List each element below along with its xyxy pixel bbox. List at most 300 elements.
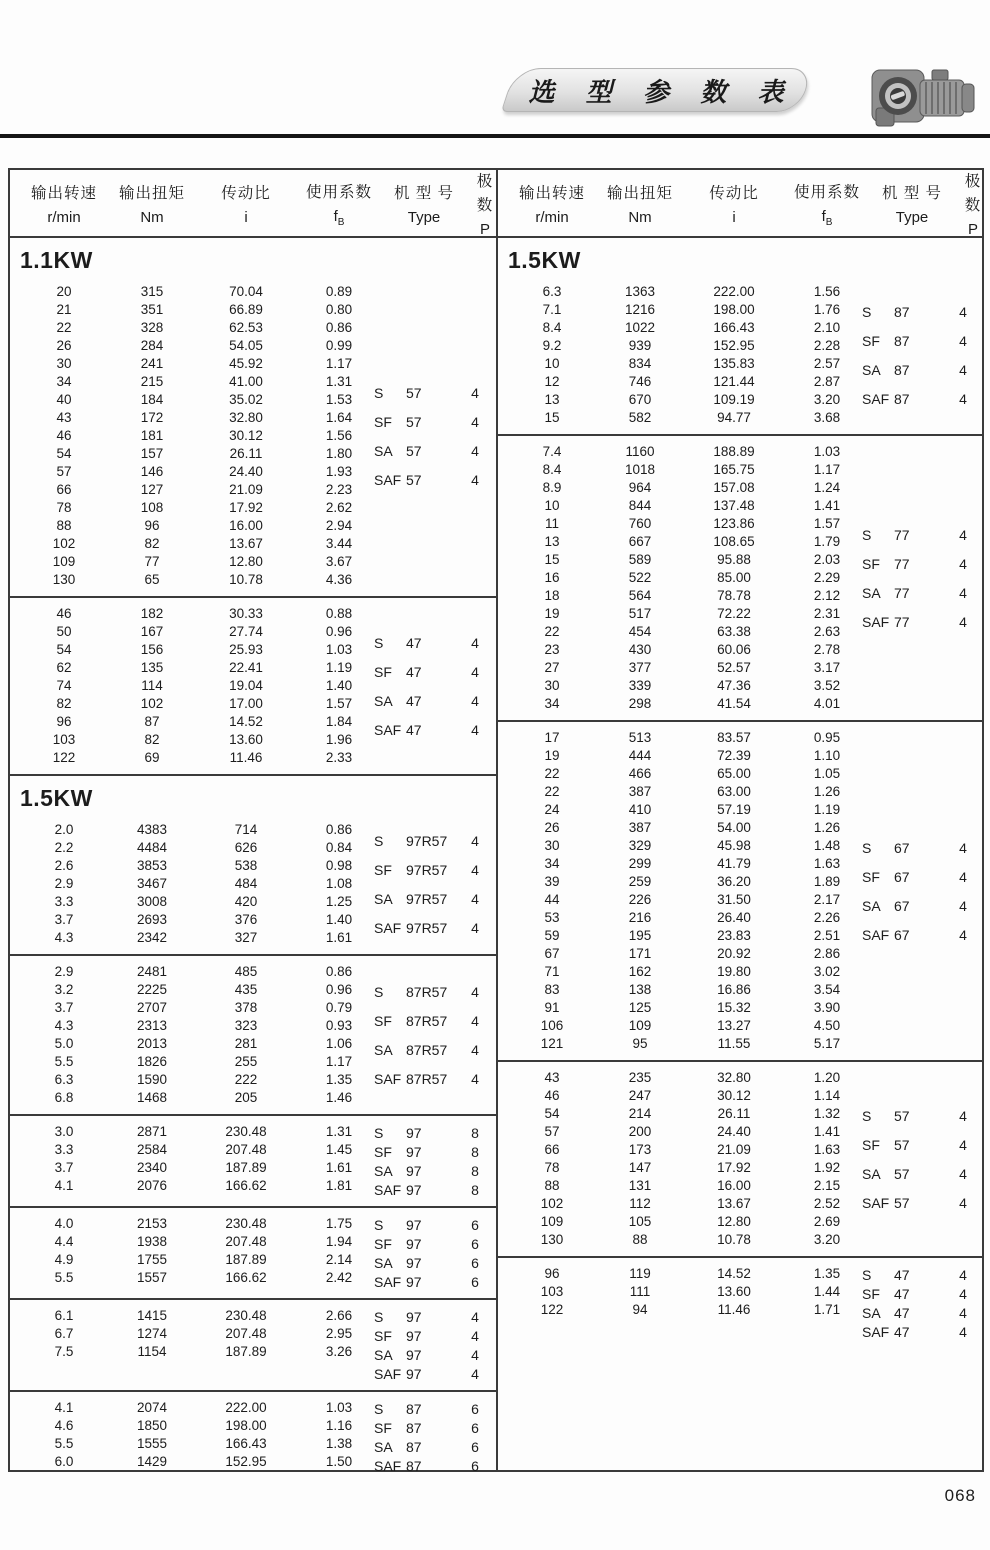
type-row [860,1322,982,1341]
table-row [20,337,372,355]
value-cell: 1.16 [325,1418,353,1433]
type-label: SF 77 [862,555,910,572]
value-cell: 88 [632,1232,648,1247]
type-prefix: S [862,303,872,320]
value-cell: 329 [628,838,652,853]
type-row [372,884,494,913]
value-cell: 1.31 [325,1124,353,1139]
value-cell: 0.80 [325,302,353,317]
value-cell: 121 [540,1036,564,1051]
value-cell: 15 [544,410,560,425]
pole-value: 4 [959,1194,967,1211]
value-cell: 2.51 [813,928,841,943]
value-cell: 74 [56,678,72,693]
table-row [20,391,372,409]
type-row [372,407,494,436]
type-label: SA 47 [374,692,422,709]
pole-value: 6 [471,1457,479,1474]
value-cell: 376 [234,912,258,927]
value-cell: 11 [544,516,559,531]
type-row [372,657,494,686]
value-cell: 1590 [136,1072,168,1087]
type-prefix: SAF [862,926,890,943]
value-cell: 2013 [136,1036,168,1051]
value-cell: 2225 [136,982,168,997]
type-label: S 87R57 [374,983,448,1000]
pole-value: 8 [471,1124,479,1141]
value-cell: 131 [628,1178,652,1193]
type-prefix: S [374,384,384,401]
value-cell: 59 [544,928,560,943]
type-prefix: SA [374,1438,393,1455]
type-row [372,1345,494,1364]
data-grid [10,283,372,589]
value-cell: 1.81 [325,1178,353,1193]
table-row [20,1215,372,1233]
type-row [860,862,982,891]
half-body-0 [10,238,496,1482]
value-cell: 284 [140,338,164,353]
type-prefix: SA [862,361,881,378]
pole-value: 6 [471,1419,479,1436]
value-cell: 13.60 [229,732,263,747]
table-row [508,1159,860,1177]
pole-value: 4 [471,861,479,878]
type-label: SAF 87 [862,390,910,407]
section-heading: 1.5KW [10,774,496,814]
type-panel [372,821,494,947]
type-label: SA 67 [862,897,910,914]
value-cell: 1.19 [325,660,353,675]
type-row [372,855,494,884]
table-row [20,1035,372,1053]
type-prefix: SF [374,663,392,680]
value-cell: 122 [540,1302,564,1317]
value-cell: 327 [234,930,258,945]
type-prefix: SA [374,1346,393,1363]
type-prefix: SAF [374,721,402,738]
type-prefix: SF [374,413,392,430]
type-prefix: SAF [374,1181,402,1198]
value-cell: 123.86 [713,516,755,531]
value-cell: 4.1 [54,1400,74,1415]
value-cell: 1018 [624,462,656,477]
value-cell: 27.74 [229,624,263,639]
value-cell: 1.25 [325,894,353,909]
value-cell: 6.8 [54,1090,74,1105]
table-row [20,1251,372,1269]
value-cell: 430 [628,642,652,657]
type-label: S 47 [374,634,422,651]
pole-value: 4 [471,634,479,651]
value-cell: 17.00 [229,696,263,711]
value-cell: 26.11 [229,446,263,461]
type-label: SA 87R57 [374,1041,448,1058]
type-panel [860,729,982,1053]
data-grid [10,821,372,947]
value-cell: 1.08 [325,876,353,891]
type-row [860,384,982,413]
table-row [508,355,860,373]
value-cell: 95.88 [717,552,751,567]
value-cell: 69 [144,750,160,765]
value-cell: 844 [628,498,652,513]
type-prefix: S [374,1400,384,1417]
value-cell: 166.62 [225,1270,267,1285]
value-cell: 2.63 [813,624,841,639]
value-cell: 2.17 [813,892,841,907]
value-cell: 410 [628,802,652,817]
value-cell: 667 [628,534,652,549]
type-label: SF 87 [374,1419,422,1436]
type-label: SA 77 [862,584,910,601]
value-cell: 1.45 [325,1142,353,1157]
value-cell: 3.7 [54,1000,74,1015]
value-cell: 454 [628,624,652,639]
type-row [860,1101,982,1130]
value-cell: 103 [52,732,76,747]
pole-value: 4 [959,390,967,407]
type-label: SF 47 [374,663,422,680]
type-row [860,1130,982,1159]
value-cell: 3.67 [325,554,353,569]
value-cell: 10 [544,498,560,513]
value-cell: 2707 [136,1000,168,1015]
value-cell: 4.1 [54,1178,74,1193]
pole-value: 4 [471,890,479,907]
type-label: SAF 97 [374,1273,422,1290]
table-row [20,1343,372,1361]
value-cell: 484 [234,876,258,891]
value-cell: 298 [628,696,652,711]
value-cell: 564 [628,588,652,603]
pole-value: 4 [471,692,479,709]
value-cell: 2074 [136,1400,168,1415]
value-cell: 30 [56,356,72,371]
value-cell: 44 [544,892,560,907]
table-row [508,1283,860,1301]
value-cell: 3.3 [54,894,74,909]
data-grid [10,1215,372,1291]
value-cell: 13.67 [229,536,263,551]
value-cell: 328 [140,320,164,335]
value-cell: 387 [628,784,652,799]
value-cell: 30.12 [229,428,263,443]
table-row [20,355,372,373]
table-row [20,839,372,857]
table-row [508,963,860,981]
pole-value: 4 [471,1327,479,1344]
type-panel [372,1215,494,1291]
type-label: S 67 [862,839,910,856]
table-row [508,1087,860,1105]
value-cell: 8.4 [542,320,562,335]
value-cell: 112 [629,1196,651,1211]
type-row [372,1142,494,1161]
pole-value: 4 [959,1266,967,1283]
table-row [508,677,860,695]
type-prefix: SAF [374,1457,402,1474]
data-grid [498,1265,860,1341]
type-prefix: SF [374,861,392,878]
value-cell: 3008 [136,894,168,909]
value-cell: 1.10 [813,748,841,763]
value-cell: 2313 [136,1018,168,1033]
pole-value: 4 [471,1365,479,1382]
pole-value: 4 [471,471,479,488]
value-cell: 1.79 [813,534,841,549]
type-prefix: SA [862,1304,881,1321]
value-cell: 1.19 [813,802,841,817]
value-cell: 3.02 [813,964,841,979]
value-cell: 137.48 [713,498,755,513]
value-cell: 207.48 [225,1234,267,1249]
table-row [20,283,372,301]
value-cell: 108.65 [713,534,755,549]
value-cell: 22 [544,766,560,781]
value-cell: 111 [629,1284,651,1299]
value-cell: 1938 [136,1234,168,1249]
type-prefix: SF [862,555,880,572]
type-label: SF 87 [862,332,910,349]
value-cell: 0.98 [325,858,353,873]
value-cell: 71 [544,964,560,979]
value-cell: 1.26 [813,820,841,835]
value-cell: 1.84 [325,714,353,729]
pole-value: 4 [959,361,967,378]
type-prefix: SA [374,890,393,907]
col-speed: 输出转速 r/min [518,185,585,227]
type-prefix: SAF [862,1323,890,1340]
value-cell: 1.40 [325,678,353,693]
value-cell: 188.89 [713,444,755,459]
value-cell: 2693 [136,912,168,927]
type-label: S 97 [374,1216,422,1233]
value-cell: 1.41 [813,1124,841,1139]
type-label: S 97 [374,1124,422,1141]
type-label: SAF 77 [862,613,910,630]
type-label: SAF 97R57 [374,919,448,936]
value-cell: 45.92 [229,356,263,371]
value-cell: 20.92 [717,946,751,961]
value-cell: 195 [628,928,652,943]
value-cell: 3.2 [54,982,74,997]
value-cell: 45.98 [717,838,751,853]
value-cell: 4.36 [325,572,353,587]
type-prefix: SF [374,1143,392,1160]
type-prefix: SF [374,1419,392,1436]
table-row [20,1123,372,1141]
table-row [20,427,372,445]
value-cell: 939 [628,338,652,353]
type-prefix: SAF [862,613,890,630]
type-row [860,1284,982,1303]
value-cell: 241 [140,356,164,371]
data-block [10,954,496,1114]
type-row [372,1272,494,1291]
value-cell: 146 [140,464,164,479]
value-cell: 230.48 [225,1124,267,1139]
table-row [508,765,860,783]
value-cell: 281 [234,1036,258,1051]
col-poles: 极 数 P [964,173,982,239]
value-cell: 7.4 [542,444,562,459]
type-row [372,628,494,657]
pole-value: 4 [471,1041,479,1058]
value-cell: 1826 [136,1054,168,1069]
type-row [860,549,982,578]
value-cell: 30.12 [717,1088,751,1103]
value-cell: 1.05 [813,766,841,781]
value-cell: 2.6 [54,858,74,873]
value-cell: 1.35 [325,1072,353,1087]
pole-value: 4 [959,1304,967,1321]
pole-value: 4 [471,384,479,401]
type-label: SAF 97 [374,1181,422,1198]
value-cell: 1.89 [813,874,841,889]
table-row [20,1417,372,1435]
table-row [508,855,860,873]
value-cell: 5.5 [54,1270,74,1285]
type-row [860,1303,982,1322]
table-row [508,1105,860,1123]
pole-value: 4 [471,1012,479,1029]
value-cell: 54 [56,446,72,461]
value-cell: 22 [544,624,560,639]
table-row [20,821,372,839]
type-label: SA 57 [862,1165,910,1182]
value-cell: 46 [544,1088,560,1103]
value-cell: 1.46 [325,1090,353,1105]
value-cell: 964 [628,480,652,495]
value-cell: 4.3 [54,930,74,945]
value-cell: 85.00 [717,570,751,585]
value-cell: 1.20 [813,1070,841,1085]
value-cell: 21.09 [229,482,263,497]
value-cell: 9.2 [542,338,562,353]
value-cell: 226 [628,892,652,907]
value-cell: 10.78 [717,1232,751,1247]
col-factor: 使用系数 $f_B$ [305,183,372,228]
value-cell: 2076 [136,1178,168,1193]
value-cell: 57 [56,464,72,479]
half-body-1 [498,238,984,1470]
type-prefix: SAF [862,390,890,407]
value-cell: 13 [544,392,560,407]
type-prefix: SAF [374,919,402,936]
value-cell: 34 [56,374,72,389]
pole-value: 4 [959,1165,967,1182]
type-prefix: S [862,526,872,543]
value-cell: 54 [56,642,72,657]
type-prefix: SA [862,1165,881,1182]
type-row [372,1180,494,1199]
value-cell: 1022 [624,320,656,335]
value-cell: 96 [544,1266,560,1281]
value-cell: 1.35 [813,1266,841,1281]
value-cell: 95 [632,1036,648,1051]
type-prefix: S [374,1216,384,1233]
data-grid [498,1069,860,1249]
value-cell: 35.02 [229,392,263,407]
value-cell: 2584 [136,1142,168,1157]
value-cell: 6.1 [54,1308,74,1323]
value-cell: 166.43 [225,1436,267,1451]
value-cell: 1.48 [813,838,841,853]
table-row [508,695,860,713]
data-block [498,1256,984,1348]
value-cell: 22 [56,320,72,335]
table-row [508,729,860,747]
value-cell: 12 [544,374,560,389]
value-cell: 41.54 [717,696,751,711]
value-cell: 1.56 [325,428,353,443]
value-cell: 1154 [137,1344,167,1359]
type-panel [372,605,494,767]
type-panel [860,283,982,427]
type-label: SF 67 [862,868,910,885]
value-cell: 54 [544,1106,560,1121]
value-cell: 2.66 [325,1308,353,1323]
value-cell: 1.56 [813,284,841,299]
col-type: 机 型 号 Type [393,185,455,227]
value-cell: 19.80 [717,964,751,979]
value-cell: 187.89 [225,1344,267,1359]
table-row [508,1301,860,1319]
value-cell: 7.1 [542,302,562,317]
value-cell: 760 [628,516,652,531]
value-cell: 0.96 [325,624,353,639]
table-row [20,535,372,553]
value-cell: 1160 [625,444,655,459]
value-cell: 1755 [136,1252,168,1267]
value-cell: 78.78 [717,588,751,603]
value-cell: 0.86 [325,822,353,837]
table-row [508,1141,860,1159]
type-row [372,1064,494,1093]
value-cell: 14.52 [229,714,263,729]
value-cell: 15.32 [717,1000,751,1015]
value-cell: 1557 [136,1270,168,1285]
pole-value: 4 [471,1346,479,1363]
table-row [508,1017,860,1035]
data-block [498,276,984,434]
value-cell: 6.3 [542,284,562,299]
type-label: SAF 87 [374,1457,422,1474]
value-cell: 60.06 [717,642,751,657]
value-cell: 88 [56,518,72,533]
table-row [20,1269,372,1287]
value-cell: 378 [234,1000,258,1015]
value-cell: 1.14 [813,1088,841,1103]
type-label: SF 47 [862,1285,910,1302]
value-cell: 181 [140,428,164,443]
value-cell: 1.03 [325,642,353,657]
table-row [508,497,860,515]
value-cell: 165.75 [713,462,755,477]
type-prefix: S [374,634,384,651]
table-row [20,695,372,713]
value-cell: 1.64 [325,410,353,425]
value-cell: 21 [56,302,72,317]
value-cell: 1.44 [813,1284,841,1299]
value-cell: 54.00 [717,820,751,835]
value-cell: 17.92 [229,500,263,515]
data-block [10,276,496,596]
type-row [860,1188,982,1217]
value-cell: 2871 [136,1124,168,1139]
col-torque: 输出扭矩 Nm [118,185,185,227]
